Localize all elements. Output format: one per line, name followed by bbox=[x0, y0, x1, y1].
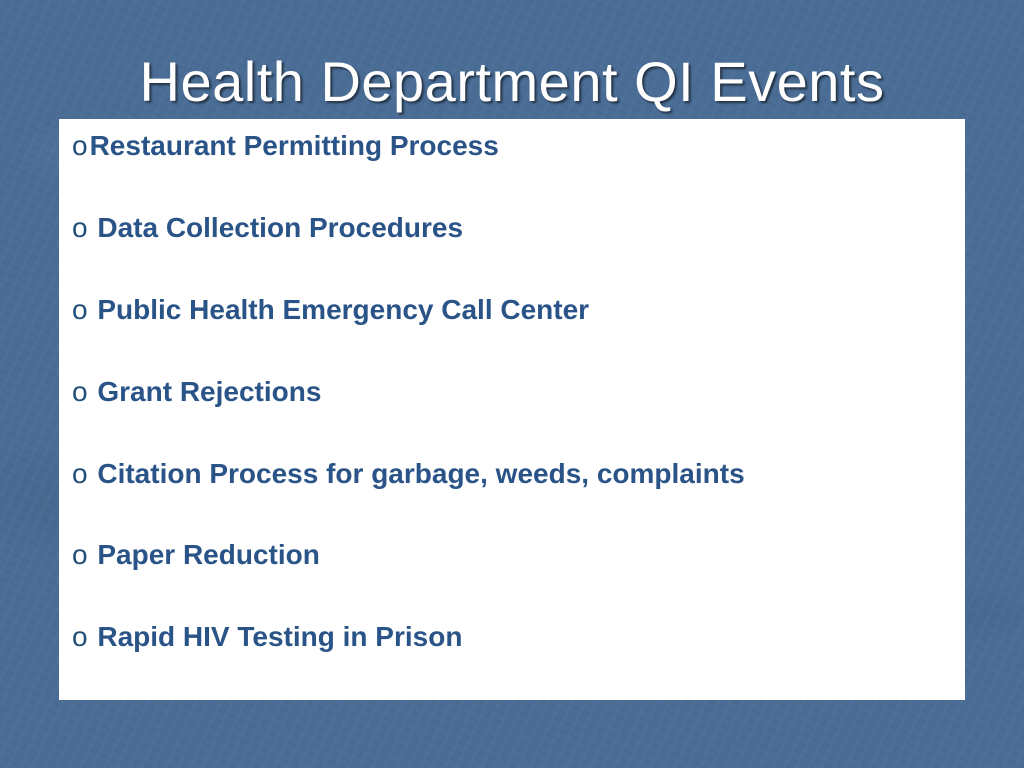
bullet-text: Paper Reduction bbox=[97, 539, 320, 570]
bullet-marker-icon: o bbox=[72, 294, 96, 325]
list-item bbox=[72, 210, 463, 246]
bullet-marker-icon: o bbox=[72, 621, 96, 652]
bullet-marker-icon: o bbox=[72, 458, 96, 489]
list-item bbox=[72, 456, 745, 492]
content-box bbox=[59, 119, 965, 700]
bullet-text: Data Collection Procedures bbox=[97, 212, 464, 243]
bullet-marker-icon: o bbox=[72, 539, 96, 570]
list-item bbox=[72, 537, 320, 573]
list-item bbox=[72, 128, 499, 164]
bullet-text: Rapid HIV Testing in Prison bbox=[97, 621, 463, 652]
list-item bbox=[72, 374, 321, 410]
bullet-marker-icon: o bbox=[72, 130, 88, 161]
bullet-marker-icon: o bbox=[72, 376, 96, 407]
list-item bbox=[72, 619, 462, 655]
slide-title: Health Department QI Events bbox=[139, 50, 885, 113]
bullet-text: Public Health Emergency Call Center bbox=[97, 294, 590, 325]
list-item bbox=[72, 292, 589, 328]
bullet-text: Citation Process for garbage, weeds, complaints bbox=[97, 458, 745, 489]
bullet-text: Grant Rejections bbox=[97, 376, 322, 407]
bullet-marker-icon: o bbox=[72, 212, 96, 243]
bullet-text: Restaurant Permitting Process bbox=[89, 130, 499, 161]
